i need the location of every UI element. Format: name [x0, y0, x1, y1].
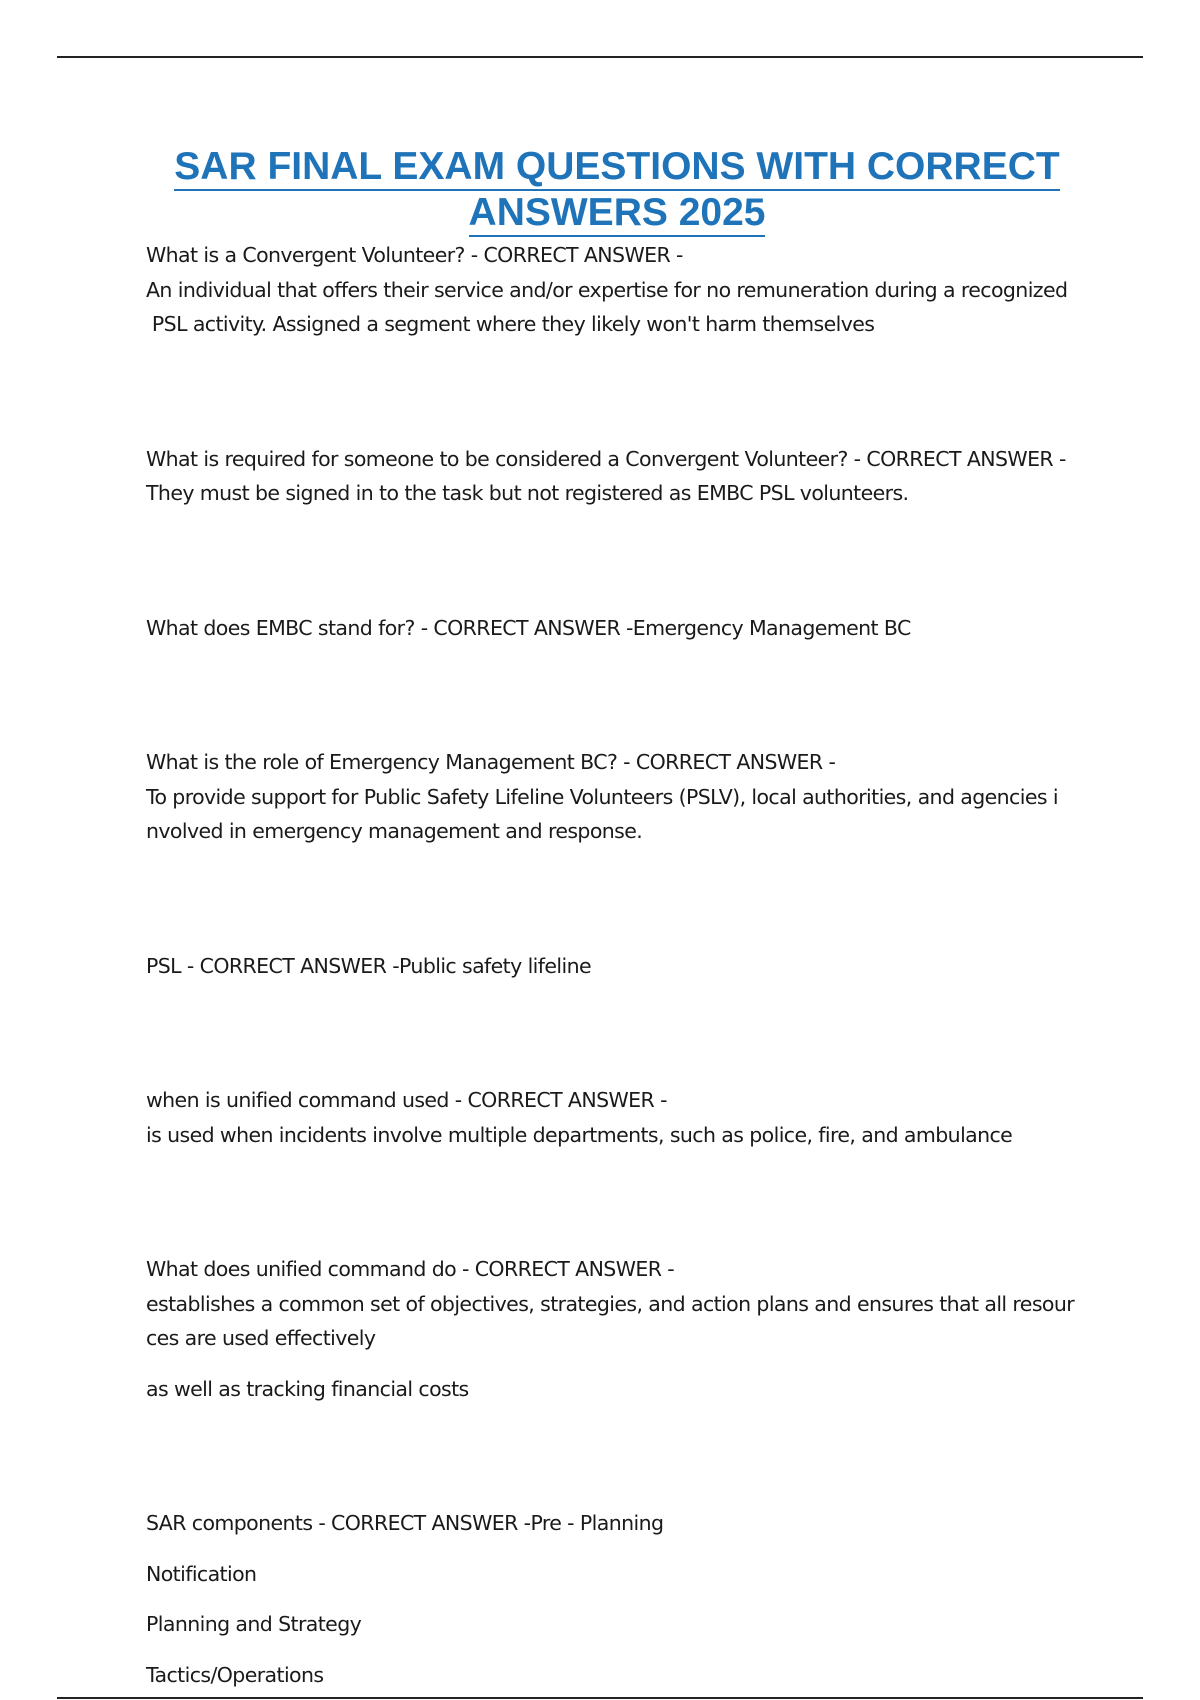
bottom-rule	[57, 1697, 1143, 1699]
qa-item	[146, 611, 1106, 646]
qa-item	[146, 442, 1106, 511]
question-text: What is the role of Emergency Management BC? - CORRECT ANSWER -	[146, 750, 836, 774]
question-text: What does unified command do - CORRECT ANSWER -	[146, 1257, 675, 1281]
document-title	[100, 144, 1134, 236]
answer-text: Planning and Strategy	[146, 1612, 362, 1636]
qa-list	[146, 238, 1106, 1692]
question-text: What is required for someone to be considered a Convergent Volunteer? - CORRECT ANSWER -	[146, 446, 1066, 471]
qa-item	[146, 238, 1106, 342]
answer-text: is used when incidents involve multiple departments, such as police, fire, and ambulance	[146, 1122, 1013, 1147]
answer-text: establishes a common set of objectives, strategies, and action plans and ensures that all resour	[146, 1291, 1075, 1316]
qa-item	[146, 1083, 1106, 1152]
answer-text: ces are used effectively	[146, 1326, 376, 1350]
title-line-2: ANSWERS 2025	[469, 191, 766, 237]
answer-text: An individual that offers their service and/or expertise for no remuneration during a recognized	[146, 277, 1068, 302]
answer-text: Notification	[146, 1561, 257, 1586]
answer-text: They must be signed in to the task but not registered as EMBC PSL volunteers.	[146, 481, 909, 505]
qa-item	[146, 1506, 1106, 1692]
question-text: What is a Convergent Volunteer? - CORRECT ANSWER -	[146, 243, 683, 267]
question-text: SAR components - CORRECT ANSWER -Pre - Planning	[146, 1511, 664, 1535]
title-line-1: SAR FINAL EXAM QUESTIONS WITH CORRECT	[174, 145, 1059, 191]
qa-item	[146, 949, 1106, 984]
question-text: What does EMBC stand for? - CORRECT ANSWER -Emergency Management BC	[146, 615, 911, 640]
question-text: when is unified command used - CORRECT ANSWER -	[146, 1088, 667, 1112]
question-text: PSL - CORRECT ANSWER -Public safety lifeline	[146, 953, 591, 978]
top-rule	[57, 56, 1143, 58]
answer-text: as well as tracking financial costs	[146, 1376, 469, 1401]
qa-item	[146, 1252, 1106, 1406]
qa-item	[146, 745, 1106, 849]
answer-text: PSL activity. Assigned a segment where they likely won't harm themselves	[146, 312, 875, 336]
answer-text: nvolved in emergency management and response.	[146, 819, 643, 843]
answer-text: To provide support for Public Safety Lifeline Volunteers (PSLV), local authorities, and agencies i	[146, 784, 1058, 809]
answer-text: Tactics/Operations	[146, 1662, 324, 1687]
